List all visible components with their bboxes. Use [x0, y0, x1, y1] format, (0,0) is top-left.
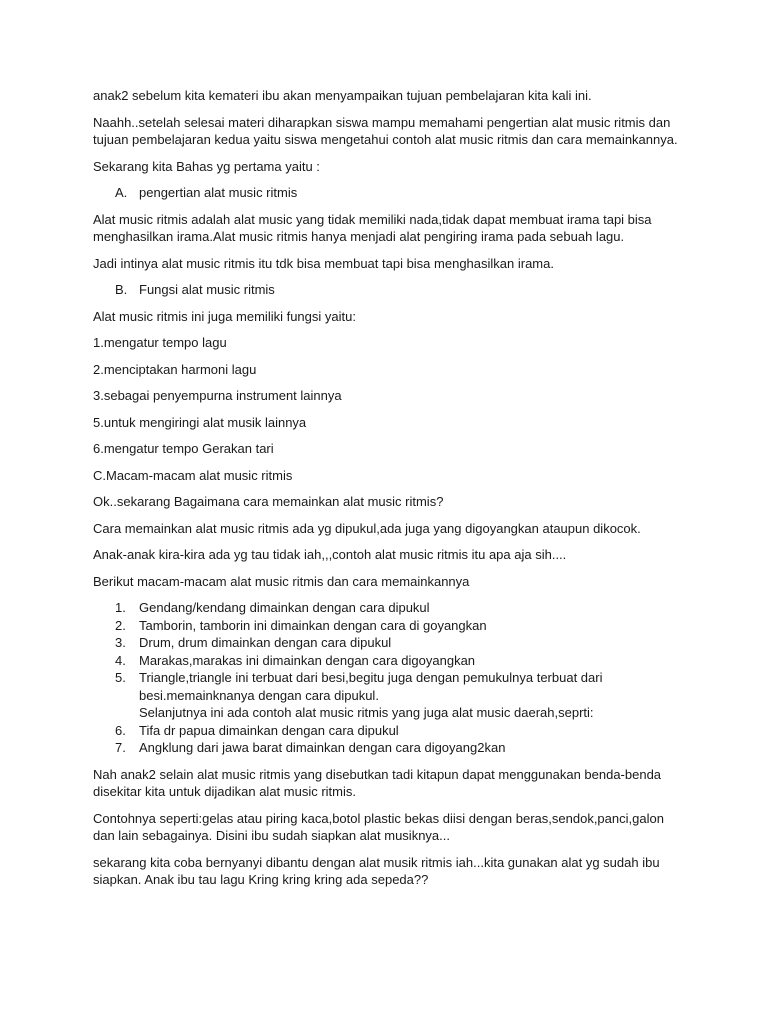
function-item-6: 6.mengatur tempo Gerakan tari — [93, 441, 274, 456]
list-item — [115, 652, 688, 670]
instrument-list — [93, 599, 688, 757]
household-items-paragraph: Nah anak2 selain alat music ritmis yang disebutkan tadi kitapun dapat menggunakan benda-benda disekitar kita untuk dijadikan alat music ritmis. — [93, 766, 662, 799]
list-item-text: Gendang/kendang dimainkan dengan cara dipukul — [139, 600, 430, 615]
examples-question-paragraph: Anak-anak kira-kira ada yg tau tidak iah,,,contoh alat music ritmis itu apa aja sih.... — [93, 547, 567, 562]
function-item-2: 2.menciptakan harmoni lagu — [93, 361, 257, 377]
summary-paragraph: Jadi intinya alat music ritmis itu tdk bisa membuat tapi bisa menghasilkan irama. — [93, 255, 554, 271]
section-b-marker: B. — [115, 282, 128, 297]
function-item-1: 1.mengatur tempo lagu — [93, 335, 227, 350]
list-item-number: 5. — [115, 670, 126, 685]
section-a-title: pengertian alat music ritmis — [139, 185, 298, 200]
list-item-number: 2. — [115, 617, 126, 633]
list-item-number: 6. — [115, 722, 126, 738]
list-item-text: Marakas,marakas ini dimainkan dengan cara digoyangkan — [139, 652, 476, 668]
list-item-text: Drum, drum dimainkan dengan cara dipukul — [139, 635, 392, 650]
list-item — [115, 617, 688, 635]
objectives-paragraph: Naahh..setelah selesai materi diharapkan siswa mampu memahami pengertian alat music ritmis dan tujuan pembelajaran kedua yaitu siswa mengetahui contoh alat music ritmis dan cara memainkannya. — [93, 114, 678, 147]
list-item-text: Tamborin, tamborin ini dimainkan dengan cara di goyangkan — [139, 617, 487, 633]
list-item — [115, 599, 688, 617]
list-item-text: Triangle,triangle ini terbuat dari besi,begitu juga dengan pemukulnya terbuat dari besi.memainknanya dengan cara dipukul. — [139, 670, 603, 703]
list-item-number: 3. — [115, 635, 126, 650]
section-b-title: Fungsi alat music ritmis — [139, 282, 275, 297]
playing-method-paragraph: Cara memainkan alat music ritmis ada yg dipukul,ada juga yang digoyangkan ataupun dikocok. — [93, 520, 641, 536]
list-item-number: 1. — [115, 600, 126, 615]
list-item-text: Angklung dari jawa barat dimainkan dengan cara digoyang2kan — [139, 740, 506, 755]
section-a-marker: A. — [115, 185, 128, 200]
section-c-heading: C.Macam-macam alat music ritmis — [93, 467, 293, 483]
list-item-number: 7. — [115, 740, 126, 755]
singing-paragraph: sekarang kita coba bernyanyi dibantu dengan alat musik ritmis iah...kita gunakan alat yg sudah ibu siapkan. Anak ibu tau lagu Kring kring kring ada sepeda?? — [93, 854, 660, 887]
list-item — [115, 739, 688, 757]
function-intro-paragraph: Alat music ritmis ini juga memiliki fungsi yaitu: — [93, 308, 356, 324]
list-intro-paragraph: Berikut macam-macam alat music ritmis dan cara memainkannya — [93, 573, 470, 589]
section-b-heading — [115, 281, 688, 299]
list-item-text: Tifa dr papua dimainkan dengan cara dipukul — [139, 722, 399, 738]
function-item-3: 3.sebagai penyempurna instrument lainnya — [93, 388, 342, 403]
question-paragraph: Ok..sekarang Bagaimana cara memainkan alat music ritmis? — [93, 494, 444, 509]
list-item — [115, 669, 688, 704]
function-item-5: 5.untuk mengiringi alat musik lainnya — [93, 414, 307, 430]
list-continuation-text: Selanjutnya ini ada contoh alat music ritmis yang juga alat music daerah,seprti: — [139, 705, 594, 720]
definition-paragraph: Alat music ritmis adalah alat music yang tidak memiliki nada,tidak dapat membuat irama tapi bisa menghasilkan irama.Alat music ritmis hanya menjadi alat pengiring irama pada sebuah lagu. — [93, 211, 652, 244]
list-item — [115, 634, 688, 652]
intro-paragraph-1: anak2 sebelum kita kemateri ibu akan menyampaikan tujuan pembelajaran kita kali ini. — [93, 88, 592, 103]
list-item — [115, 722, 688, 740]
list-item-number: 4. — [115, 652, 126, 668]
examples-paragraph: Contohnya seperti:gelas atau piring kaca,botol plastic bekas diisi dengan beras,sendok,panci,galon dan lain sebagainya. Disini ibu sudah siapkan alat musiknya... — [93, 810, 664, 843]
section-a-heading — [115, 184, 688, 202]
section-intro-paragraph: Sekarang kita Bahas yg pertama yaitu : — [93, 158, 320, 174]
